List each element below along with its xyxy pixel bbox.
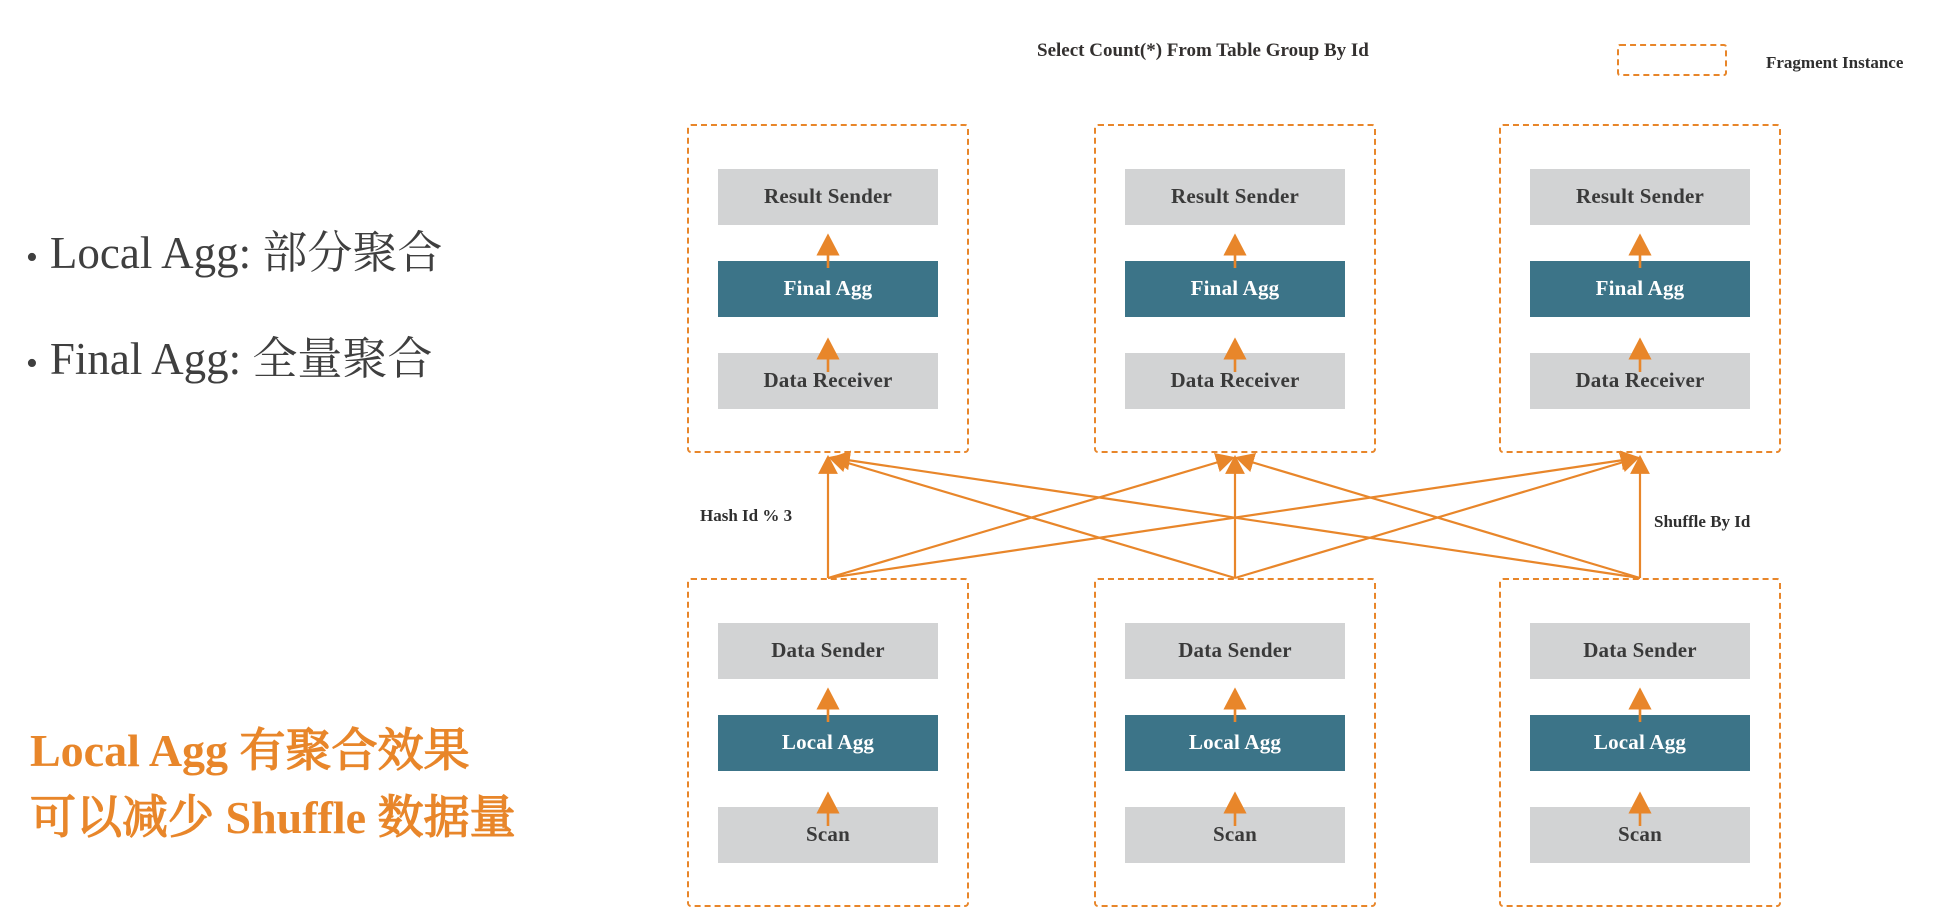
stage-data-sender[interactable]: Data Sender [718,623,938,679]
stage-local-agg[interactable]: Local Agg [1125,715,1345,771]
stage-final-agg[interactable]: Final Agg [1530,261,1750,317]
arrow-gap [1235,317,1236,353]
stage-scan[interactable]: Scan [1530,807,1750,863]
stage-local-agg[interactable]: Local Agg [1530,715,1750,771]
bullet-item-local-agg [26,225,626,281]
lower-fragment-1[interactable] [687,578,969,907]
arrow-gap [1235,225,1236,261]
arrow-gap [828,771,829,807]
legend-fragment-instance-box [1617,44,1727,76]
upper-fragment-3[interactable] [1499,124,1781,453]
query-title: Select Count(*) From Table Group By Id [1037,40,1369,61]
stage-local-agg[interactable]: Local Agg [718,715,938,771]
callout-line-2: 可以减少 Shuffle 数据量 [30,791,516,843]
arrow-gap [1640,225,1641,261]
arrow-gap [1640,771,1641,807]
callout-line-1: Local Agg 有聚合效果 [30,725,470,776]
stage-data-receiver[interactable]: Data Receiver [718,353,938,409]
arrow-gap [828,679,829,715]
stage-data-sender[interactable]: Data Sender [1125,623,1345,679]
stage-data-receiver[interactable]: Data Receiver [1125,353,1345,409]
arrow-gap [1235,771,1236,807]
bullet-marker-icon: • [26,345,38,383]
arrow-gap [1640,317,1641,353]
stage-data-sender[interactable]: Data Sender [1530,623,1750,679]
stage-data-receiver[interactable]: Data Receiver [1530,353,1750,409]
stage-scan[interactable]: Scan [1125,807,1345,863]
legend-fragment-instance-label: Fragment Instance [1766,53,1904,72]
arrow-gap [828,317,829,353]
stage-result-sender[interactable]: Result Sender [1125,169,1345,225]
lower-fragment-3[interactable] [1499,578,1781,907]
upper-fragment-1[interactable] [687,124,969,453]
stage-final-agg[interactable]: Final Agg [1125,261,1345,317]
arrow-gap [1235,679,1236,715]
arrow-gap [828,225,829,261]
left-bullet-list [26,225,626,438]
callout-text [30,718,670,851]
shuffle-arrows [828,458,1640,578]
bullet-text: Final Agg: 全量聚合 [49,334,433,385]
edge-label-hash: Hash Id % 3 [700,506,793,525]
edge-label-shuffle: Shuffle By Id [1654,512,1751,531]
arrow-gap [1640,679,1641,715]
stage-scan[interactable]: Scan [718,807,938,863]
stage-final-agg[interactable]: Final Agg [718,261,938,317]
upper-fragment-2[interactable] [1094,124,1376,453]
stage-result-sender[interactable]: Result Sender [718,169,938,225]
bullet-text: Local Agg: 部分聚合 [49,228,443,278]
lower-fragment-2[interactable] [1094,578,1376,907]
stage-result-sender[interactable]: Result Sender [1530,169,1750,225]
bullet-marker-icon: • [26,239,38,276]
bullet-item-final-agg [26,331,626,387]
